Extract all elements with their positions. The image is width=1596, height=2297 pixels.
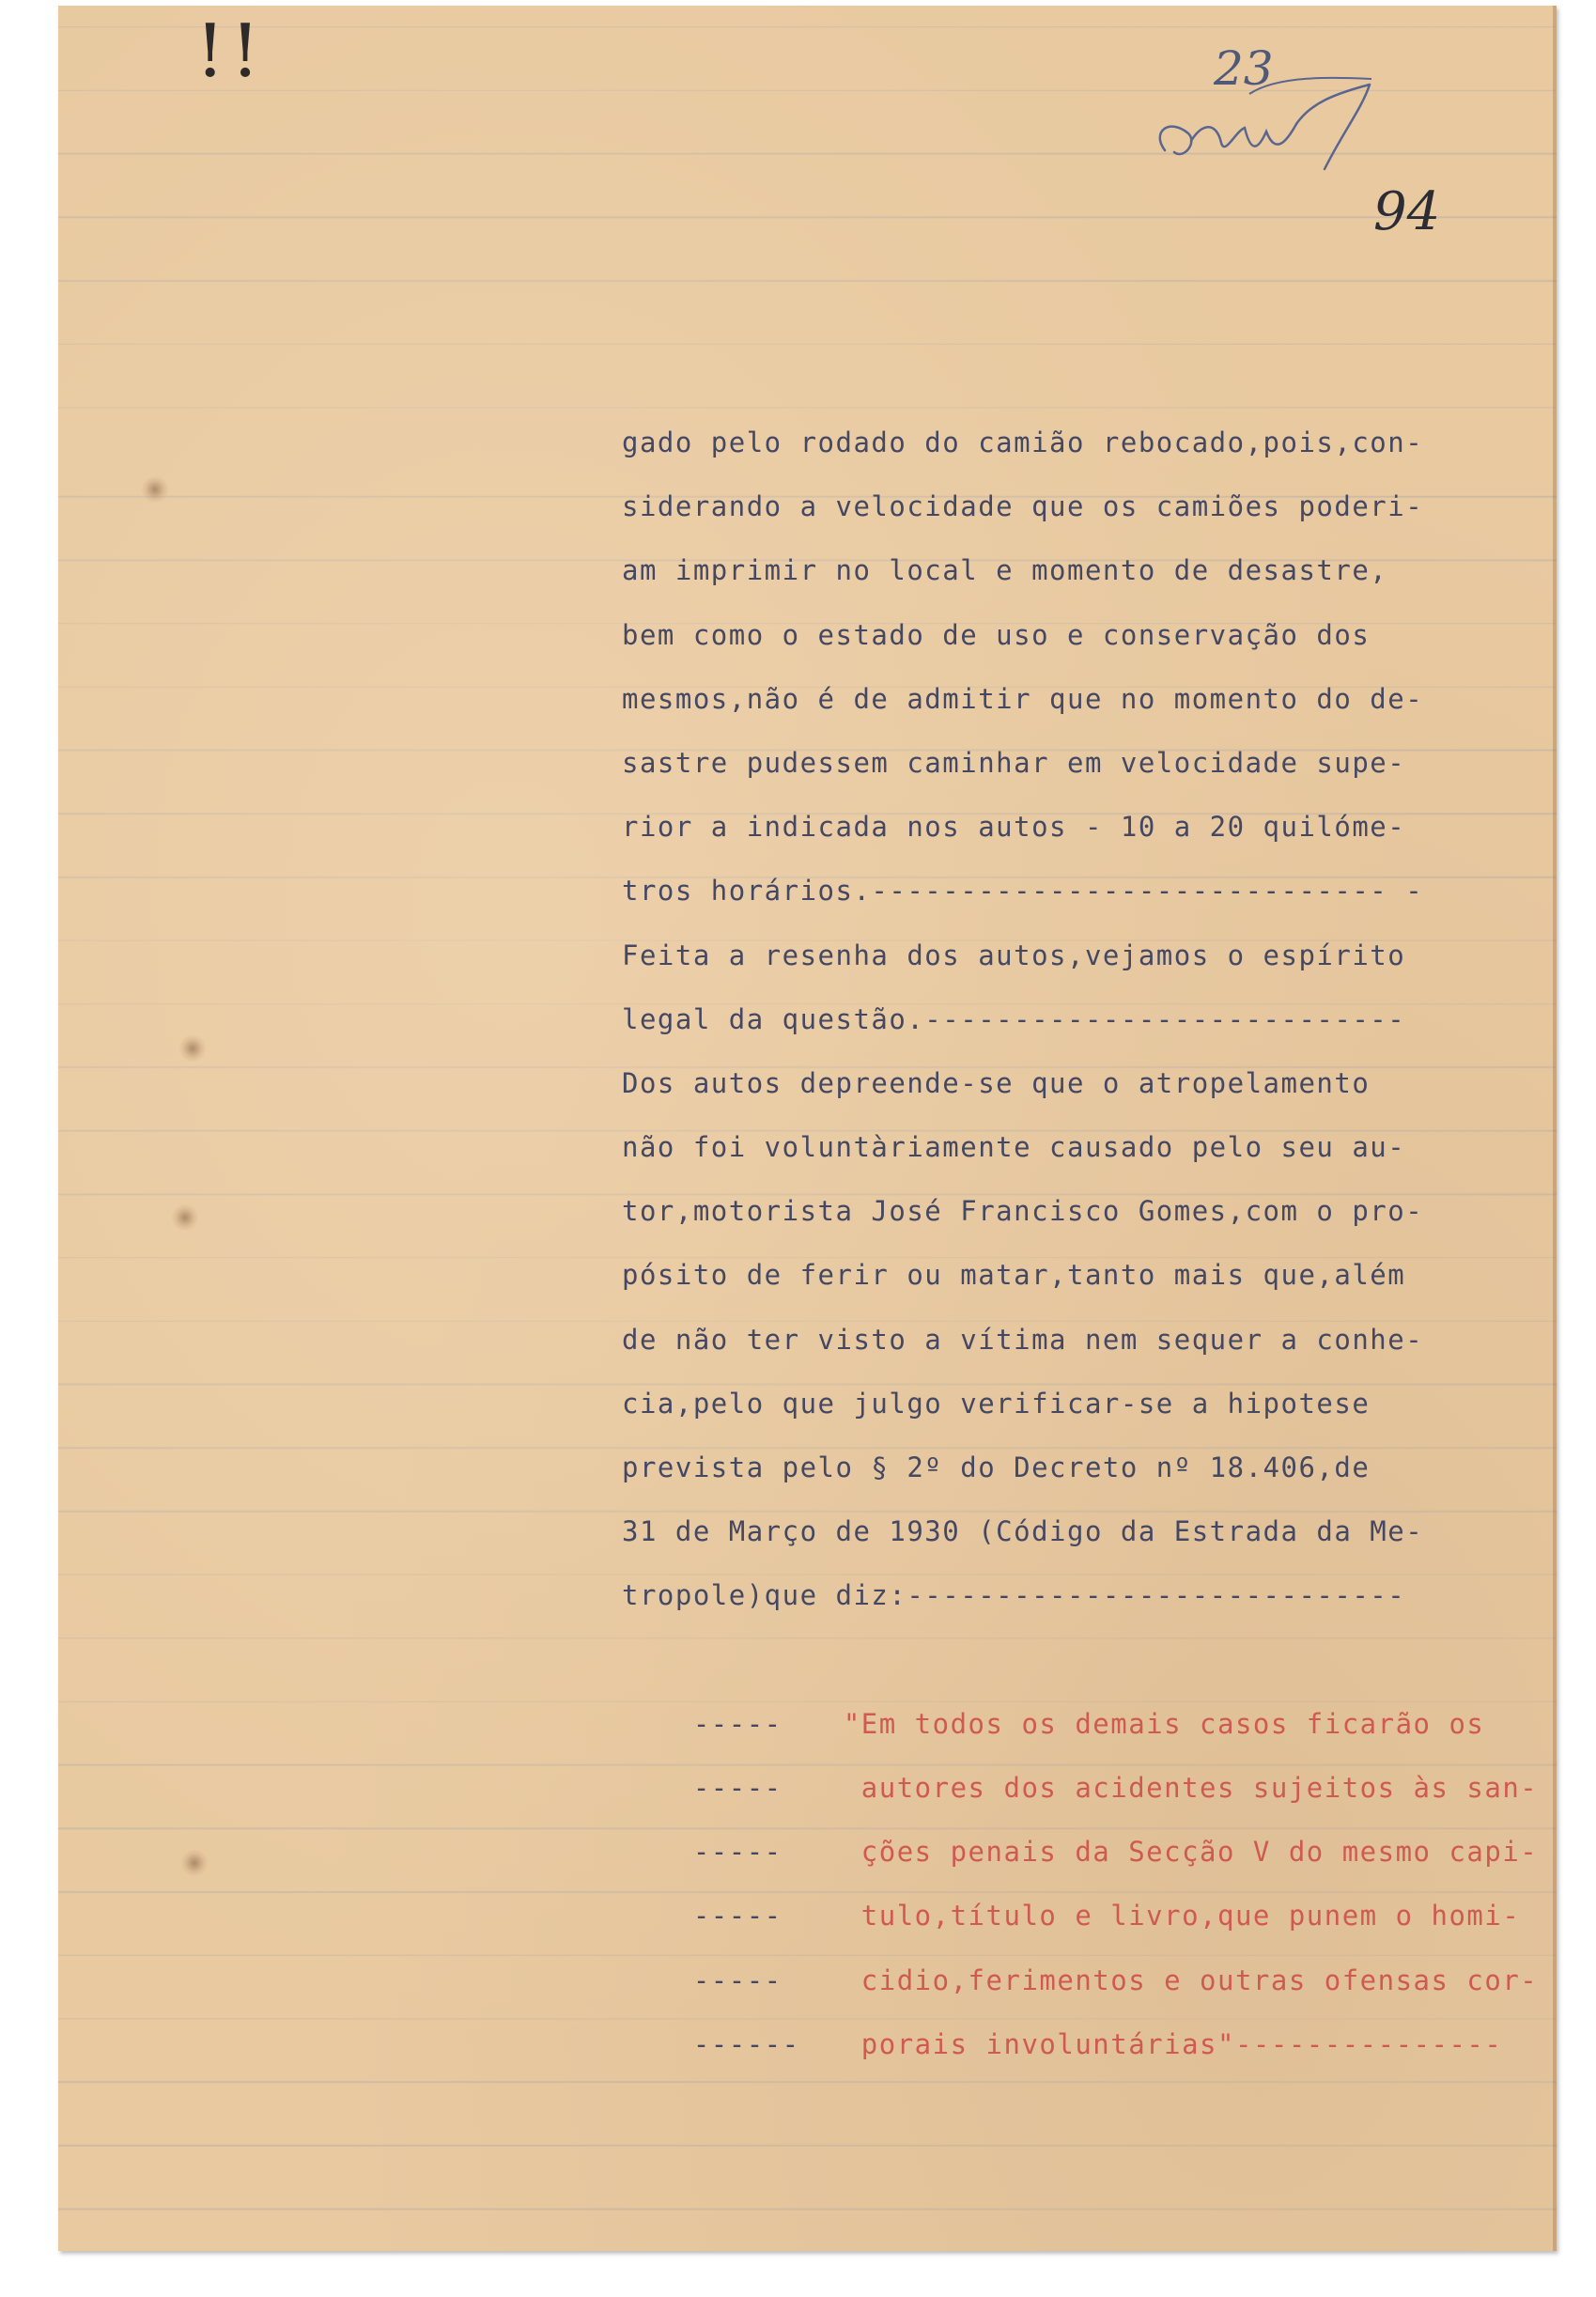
binding-hole-3: [171, 1203, 199, 1232]
body-line: Feita a resenha dos autos,vejamos o espírito: [622, 939, 1406, 971]
top-left-mark: !!: [195, 9, 266, 94]
quote-dash: ------: [692, 2027, 800, 2060]
quote-text: porais involuntárias"---------------: [843, 2027, 1503, 2060]
quote-line: [622, 1628, 1486, 1740]
typed-body: [622, 411, 1539, 2060]
binding-hole-4: [180, 1849, 209, 1877]
body-line: mesmos,não é de admitir que no momento do de-: [622, 682, 1424, 715]
quote-text: ções penais da Secção V do mesmo capi-: [843, 1836, 1539, 1869]
body-line: tros horários.----------------------------- -: [622, 875, 1424, 908]
body-line: cia,pelo que julgo verificar-se a hipotese: [622, 1387, 1371, 1420]
quote-dash: -----: [692, 1771, 783, 1804]
body-line: não foi voluntàriamente causado pelo seu au-: [622, 1131, 1406, 1164]
signature: [1160, 122, 1163, 123]
body-line: prevista pelo § 2º do Decreto nº 18.406,de: [622, 1451, 1371, 1483]
body-line: sastre pudessem caminhar em velocidade supe-: [622, 746, 1406, 779]
folio-number: 23: [1214, 41, 1274, 96]
paper-edge: [1553, 6, 1557, 2251]
quote-dash: -----: [692, 1900, 783, 1932]
quote-dash: -----: [692, 1836, 783, 1869]
quote-text: autores dos acidentes sujeitos às san-: [843, 1771, 1539, 1804]
body-line: tropole)que diz:----------------------------: [622, 1579, 1406, 1612]
binding-hole-2: [178, 1034, 207, 1063]
quote-text: cidio,ferimentos e outras ofensas cor-: [843, 1963, 1539, 1996]
body-line: legal da questão.---------------------------: [622, 1002, 1406, 1035]
body-line: tor,motorista José Francisco Gomes,com o pro-: [622, 1195, 1424, 1228]
body-line: bem como o estado de uso e conservação dos: [622, 618, 1371, 651]
quote-text: tulo,título e livro,que punem o homi-: [843, 1900, 1521, 1932]
binding-hole-1: [141, 475, 169, 504]
body-line: siderando a velocidade que os camiões poderi-: [622, 490, 1424, 523]
signature-scribble: [1146, 66, 1409, 188]
page-mark: 94: [1373, 181, 1441, 242]
body-line: pósito de ferir ou matar,tanto mais que,além: [622, 1259, 1406, 1292]
quote-dash: -----: [692, 1707, 783, 1740]
body-line: 31 de Março de 1930 (Código da Estrada da Me-: [622, 1515, 1424, 1548]
quote-text: "Em todos os demais casos ficarão os: [843, 1707, 1485, 1740]
body-line: Dos autos depreende-se que o atropelamento: [622, 1066, 1371, 1099]
body-line: gado pelo rodado do camião rebocado,pois,con-: [622, 427, 1424, 458]
quote-dash: -----: [692, 1963, 783, 1996]
body-line: am imprimir no local e momento de desastre,: [622, 554, 1388, 587]
body-line: de não ter visto a vítima nem sequer a conhe-: [622, 1323, 1424, 1356]
body-line: rior a indicada nos autos - 10 a 20 quilóme-: [622, 811, 1406, 844]
